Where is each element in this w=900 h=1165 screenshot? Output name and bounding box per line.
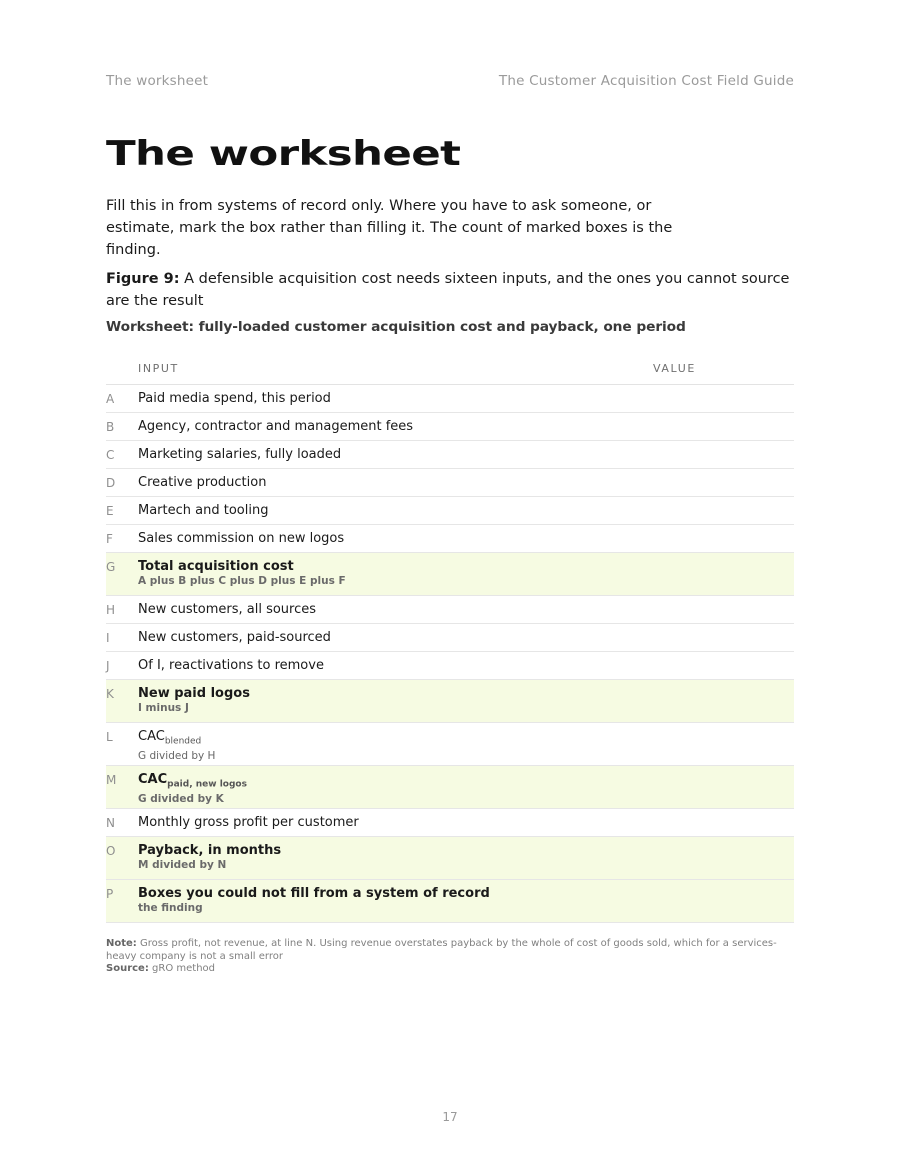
- row-label-subscript: blended: [164, 736, 202, 747]
- row-letter: H: [106, 603, 116, 617]
- row-label-text: Marketing salaries, fully loaded: [138, 447, 342, 462]
- table-row: [106, 766, 794, 809]
- row-label-text: New customers, paid-sourced: [138, 630, 331, 645]
- value-cell[interactable]: [653, 880, 794, 922]
- table-row: [106, 652, 794, 680]
- row-label-text: Sales commission on new logos: [138, 531, 345, 546]
- running-header: [106, 73, 794, 89]
- row-letter: N: [106, 816, 116, 830]
- intro-paragraph: Fill this in from systems of record only. Where you have to ask someone, or estimate, mark the box rather than filling it. The count of marked boxes is the finding.: [106, 198, 673, 258]
- table-row: [106, 525, 794, 553]
- row-label-text: Total acquisition cost: [138, 559, 294, 574]
- page-number: 17: [442, 1110, 458, 1124]
- row-letter: M: [106, 773, 117, 787]
- row-letter: K: [106, 687, 115, 701]
- value-cell[interactable]: [653, 441, 794, 468]
- row-label-text: Monthly gross profit per customer: [138, 815, 359, 830]
- row-letter: F: [106, 532, 114, 546]
- row-label-text: Boxes you could not fill from a system of record: [138, 886, 490, 901]
- figure-caption-text: A defensible acquisition cost needs sixteen inputs, and the ones you cannot source are the result: [106, 271, 790, 309]
- row-label: [138, 503, 653, 519]
- table-row: [106, 723, 794, 766]
- header-document-title: The Customer Acquisition Cost Field Guide: [498, 73, 794, 89]
- row-input: [138, 413, 653, 435]
- table-row: [106, 413, 794, 441]
- value-cell[interactable]: [653, 766, 794, 808]
- row-label: [138, 886, 653, 902]
- figure-label: Figure 9:: [106, 271, 180, 287]
- row-label: [138, 447, 653, 463]
- row-letter: A: [106, 392, 115, 406]
- table-row: [106, 624, 794, 652]
- row-input: [138, 880, 653, 915]
- row-input: [138, 680, 653, 715]
- row-label: [138, 559, 653, 575]
- value-cell[interactable]: [653, 469, 794, 496]
- value-cell[interactable]: [653, 497, 794, 524]
- note-label: Note:: [106, 938, 137, 949]
- row-label: [138, 391, 653, 407]
- row-letter: P: [106, 887, 114, 901]
- row-input: [138, 624, 653, 646]
- source-text: gRO method: [152, 963, 215, 974]
- row-label: [138, 815, 653, 831]
- row-label: [138, 686, 653, 702]
- header-section-title: The worksheet: [106, 73, 209, 89]
- row-input: [138, 596, 653, 618]
- value-cell[interactable]: [653, 652, 794, 679]
- table-row: [106, 469, 794, 497]
- value-cell[interactable]: [653, 553, 794, 595]
- value-cell[interactable]: [653, 413, 794, 440]
- row-letter: L: [106, 730, 114, 744]
- row-input: [138, 809, 653, 831]
- row-label-text: Agency, contractor and management fees: [138, 419, 414, 434]
- row-formula: the finding: [138, 902, 203, 914]
- table-body: [106, 385, 794, 923]
- row-label-text: CAC: [138, 729, 165, 744]
- row-input: [138, 766, 653, 806]
- row-input: [138, 497, 653, 519]
- value-cell[interactable]: [653, 596, 794, 623]
- value-cell[interactable]: [653, 385, 794, 412]
- table-row: [106, 837, 794, 880]
- row-formula: M divided by N: [138, 859, 227, 871]
- row-letter: G: [106, 560, 116, 574]
- row-input: [138, 837, 653, 872]
- source-label: Source:: [106, 963, 149, 974]
- row-label-text: Paid media spend, this period: [138, 391, 331, 406]
- table-row: [106, 553, 794, 596]
- row-label: [138, 531, 653, 547]
- row-label-text: Martech and tooling: [138, 503, 269, 518]
- row-label-text: Payback, in months: [138, 843, 282, 858]
- row-label: [138, 475, 653, 491]
- row-formula: A plus B plus C plus D plus E plus F: [138, 575, 346, 587]
- row-label-text: Of I, reactivations to remove: [138, 658, 324, 673]
- table-row: [106, 497, 794, 525]
- table-header: [106, 352, 794, 385]
- row-input: [138, 441, 653, 463]
- row-label: [138, 602, 653, 618]
- value-cell[interactable]: [653, 624, 794, 651]
- row-letter: B: [106, 420, 115, 434]
- row-label-text: New paid logos: [138, 686, 250, 701]
- row-input: [138, 525, 653, 547]
- value-cell[interactable]: [653, 837, 794, 879]
- row-label: [138, 658, 653, 674]
- table-row: [106, 680, 794, 723]
- value-cell[interactable]: [653, 680, 794, 722]
- row-formula: I minus J: [138, 702, 189, 714]
- row-formula: G divided by K: [138, 792, 224, 805]
- row-letter: O: [106, 844, 116, 858]
- row-input: [138, 469, 653, 491]
- row-input: [138, 385, 653, 407]
- row-input: [138, 652, 653, 674]
- row-letter: D: [106, 476, 116, 490]
- row-input: [138, 553, 653, 588]
- row-label: [138, 843, 653, 859]
- value-cell[interactable]: [653, 723, 794, 765]
- value-cell[interactable]: [653, 809, 794, 836]
- row-letter: E: [106, 504, 115, 518]
- row-label-subscript: paid, new logos: [167, 779, 247, 790]
- column-header-value: VALUE: [653, 361, 696, 375]
- figure-caption: [106, 268, 794, 312]
- row-label-text: New customers, all sources: [138, 602, 317, 617]
- worksheet-title: Worksheet: fully-loaded customer acquisition cost and payback, one period: [106, 320, 686, 335]
- note: [106, 938, 794, 976]
- row-label: [138, 630, 653, 646]
- table-row: [106, 880, 794, 923]
- row-label: [138, 772, 653, 793]
- worksheet-table: [106, 352, 794, 923]
- row-label: [138, 729, 653, 750]
- table-row: [106, 596, 794, 624]
- value-cell[interactable]: [653, 525, 794, 552]
- row-letter: J: [106, 659, 111, 673]
- row-label-text: Creative production: [138, 475, 267, 490]
- table-row: [106, 385, 794, 413]
- column-header-input: INPUT: [138, 361, 179, 375]
- row-letter: C: [106, 448, 115, 462]
- row-label: [138, 419, 653, 435]
- row-label-text: CAC: [138, 772, 168, 787]
- note-text: Gross profit, not revenue, at line N. Using revenue overstates payback by the whole of cost of goods sold, which for a services-heavy company is not a small error: [106, 938, 777, 962]
- row-input: [138, 723, 653, 763]
- row-letter: I: [106, 631, 111, 645]
- row-formula: G divided by H: [138, 749, 216, 762]
- table-row: [106, 441, 794, 469]
- table-row: [106, 809, 794, 837]
- page-title: The worksheet: [106, 134, 461, 174]
